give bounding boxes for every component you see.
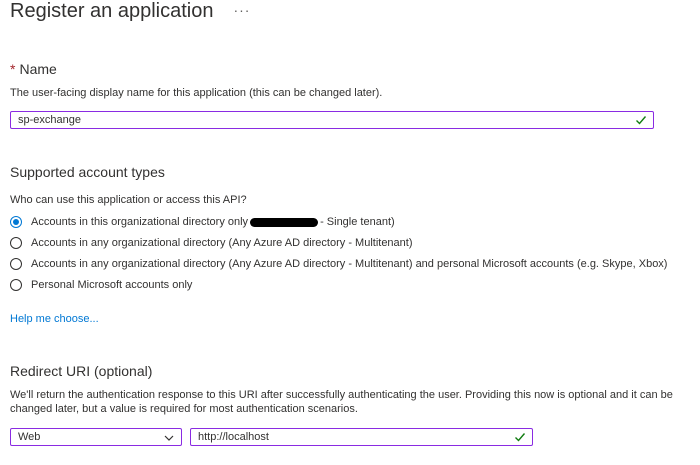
radio-option-multitenant[interactable]: [10, 235, 413, 251]
redirect-description-line2: changed later, but a value is required for most authentication scenarios.: [10, 403, 358, 415]
radio-option-personal-only[interactable]: [10, 277, 192, 293]
platform-select-value: Web: [18, 431, 41, 443]
page-header: [10, 0, 250, 24]
redirect-description-line1: We'll return the authentication response to this URI after successfully authenticating the user. Providing this now is optional and it can be: [10, 389, 673, 401]
name-label-text: Name: [19, 61, 57, 77]
account-types-title: Supported account types: [10, 164, 165, 180]
help-me-choose-link[interactable]: Help me choose...: [10, 313, 99, 325]
more-icon[interactable]: ···: [233, 2, 251, 18]
radio-label-multitenant-personal: Accounts in any organizational directory (Any Azure AD directory - Multitenant) and personal Microsoft accounts (e.g. Skype, Xbox): [31, 258, 668, 270]
platform-select[interactable]: [10, 428, 182, 446]
radio-label-single-tenant-part1: Accounts in this organizational directory only: [31, 216, 249, 228]
radio-option-single-tenant[interactable]: [10, 214, 395, 230]
radio-button[interactable]: [10, 258, 22, 270]
checkmark-icon: [635, 114, 647, 126]
name-description: The user-facing display name for this application (this can be changed later).: [10, 87, 383, 99]
checkmark-icon: [514, 431, 526, 443]
name-input[interactable]: [10, 111, 654, 129]
account-types-question: Who can use this application or access this API?: [10, 194, 247, 206]
redacted-tenant-name: [250, 218, 318, 227]
radio-button-checked[interactable]: [10, 216, 22, 228]
radio-button[interactable]: [10, 237, 22, 249]
name-input-value: sp-exchange: [18, 114, 81, 126]
radio-label-multitenant: Accounts in any organizational directory (Any Azure AD directory - Multitenant): [31, 237, 413, 249]
redirect-uri-title: Redirect URI (optional): [10, 363, 153, 379]
radio-option-multitenant-personal[interactable]: [10, 256, 667, 272]
page-title: Register an application: [10, 0, 214, 22]
redirect-uri-input[interactable]: [190, 428, 533, 446]
redirect-uri-value: http://localhost: [198, 431, 269, 443]
chevron-down-icon: [164, 432, 174, 442]
required-marker: *: [10, 61, 16, 77]
radio-button[interactable]: [10, 279, 22, 291]
radio-label-personal-only: Personal Microsoft accounts only: [31, 279, 193, 291]
radio-label-single-tenant-part2: - Single tenant): [320, 216, 395, 228]
name-label: [10, 61, 57, 77]
